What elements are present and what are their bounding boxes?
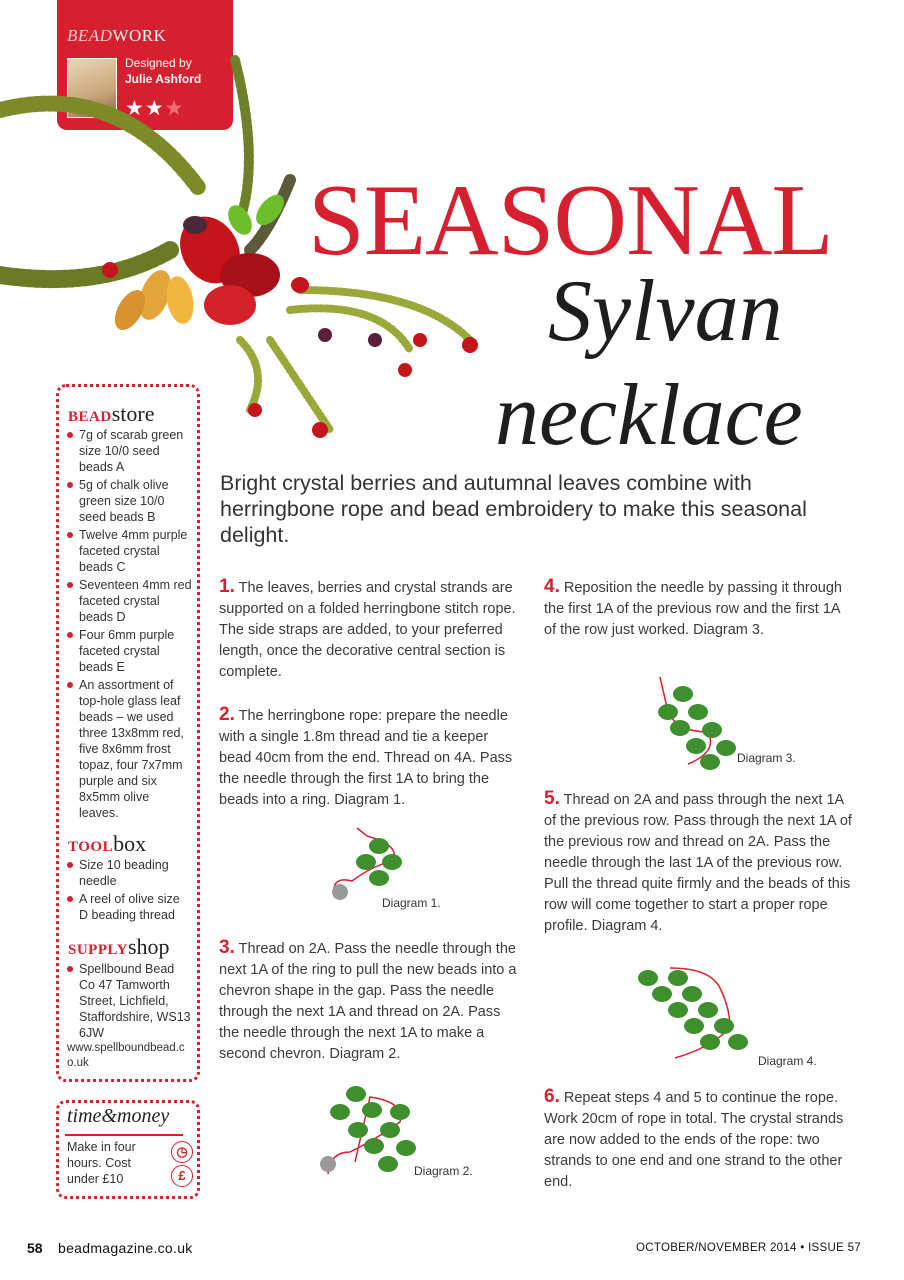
list-item: Size 10 beading needle <box>67 857 192 889</box>
title-line-3: necklace <box>495 367 803 464</box>
toolbox-heading: TOOLbox <box>68 831 147 856</box>
title-line-1: SEASONAL <box>308 164 833 277</box>
supplyshop-address <box>67 961 192 1043</box>
beadstore-list <box>67 427 192 823</box>
list-item: 7g of scarab green size 10/0 seed beads A <box>67 427 192 475</box>
diagram-2-caption: Diagram 2. <box>414 1164 473 1178</box>
step-3: 3. Thread on 2A. Pass the needle through the next 1A of the ring to pull the new beads into a chevron shape in the gap. Pass the needle through the next 1A and thread on 2A. Pass the needle through the next 1A to make a second chevron. Diagram 2. <box>219 937 517 1062</box>
list-item: Seventeen 4mm red faceted crystal beads D <box>67 577 192 625</box>
designer-name: Julie Ashford <box>125 72 202 86</box>
step-2: 2. The herringbone rope: prepare the needle with a single 1.8m thread and tie a keeper bead 40cm from the end. Thread on 4A. Pass the needle through the first 1A to bring the beads into a ring. Diagram 1. <box>219 704 513 808</box>
diagram-1-illustration <box>322 826 422 906</box>
pound-icon: £ <box>171 1165 193 1187</box>
step-1: 1. The leaves, berries and crystal strands are supported on a folded herringbone stitch rope. The side straps are added, to your preferred length, once the decorative central section is complete. <box>219 576 516 680</box>
star-off-icon: ★ <box>164 97 185 120</box>
star-on-icon: ★★ <box>125 97 165 120</box>
list-item: 5g of chalk olive green size 10/0 seed beads B <box>67 477 192 525</box>
diagram-3-caption: Diagram 3. <box>737 751 796 765</box>
materials-sidebar <box>56 384 200 1082</box>
step-5: 5. Thread on 2A and pass through the next 1A of the previous row. Pass through the next 1A of the previous row and thread on 2A. Pass the needle through the last 1A of the previous row. Pull the thread quite firmly and the beads of this row will come together to start a proper rope profile. Diagram 4. <box>544 788 852 934</box>
section-label: BEADWORK <box>67 26 167 45</box>
supplier-website[interactable]: www.spellboundbead.co.uk <box>67 1042 185 1069</box>
supplyshop-heading: SUPPLYshop <box>68 934 170 959</box>
title-line-2: Sylvan <box>548 263 783 360</box>
list-item: Twelve 4mm purple faceted crystal beads C <box>67 527 192 575</box>
list-item: An assortment of top-hole glass leaf beads – we used three 13x8mm red, five 8x6mm frost topaz, four 7x7mm purple and six 8x5mm olive leaves. <box>67 677 192 821</box>
beadstore-heading: BEADstore <box>68 401 155 426</box>
designed-by-label: Designed by <box>125 56 192 70</box>
diagram-4-caption: Diagram 4. <box>758 1054 817 1068</box>
diagram-4-illustration <box>630 958 760 1062</box>
time-money-box <box>56 1100 200 1199</box>
step-4: 4. Reposition the needle by passing it through the first 1A of the previous row and the first 1A of the row just worked. Diagram 3. <box>544 576 842 638</box>
list-item: A reel of olive size D beading thread <box>67 891 192 923</box>
step-6: 6. Repeat steps 4 and 5 to continue the rope. Work 20cm of rope in total. The crystal strands are now added to the ends of the rope: two strands to one end and one strand to the other end. <box>544 1086 844 1190</box>
list-item: Four 6mm purple faceted crystal beads E <box>67 627 192 675</box>
time-money-heading: time&money <box>67 1105 170 1127</box>
diagram-1-caption: Diagram 1. <box>382 896 441 910</box>
page-number: 58 <box>27 1240 43 1256</box>
divider <box>65 1134 183 1136</box>
intro-text: Bright crystal berries and autumnal leaves combine with herringbone rope and bead embroidery to make this seasonal delight. <box>220 471 807 547</box>
diagram-2-illustration <box>310 1082 430 1182</box>
supplier-address: Spellbound Bead Co 47 Tamworth Street, Lichfield, Staffordshire, WS13 6JW <box>67 961 192 1041</box>
clock-icon: ◷ <box>171 1141 193 1163</box>
diagram-3-illustration <box>648 672 738 772</box>
toolbox-list <box>67 857 192 925</box>
time-money-text: Make in four hours. Cost under £10 <box>67 1140 136 1186</box>
footer-issue: OCTOBER/NOVEMBER 2014 • ISSUE 57 <box>636 1242 861 1254</box>
footer-website[interactable]: beadmagazine.co.uk <box>58 1240 193 1256</box>
